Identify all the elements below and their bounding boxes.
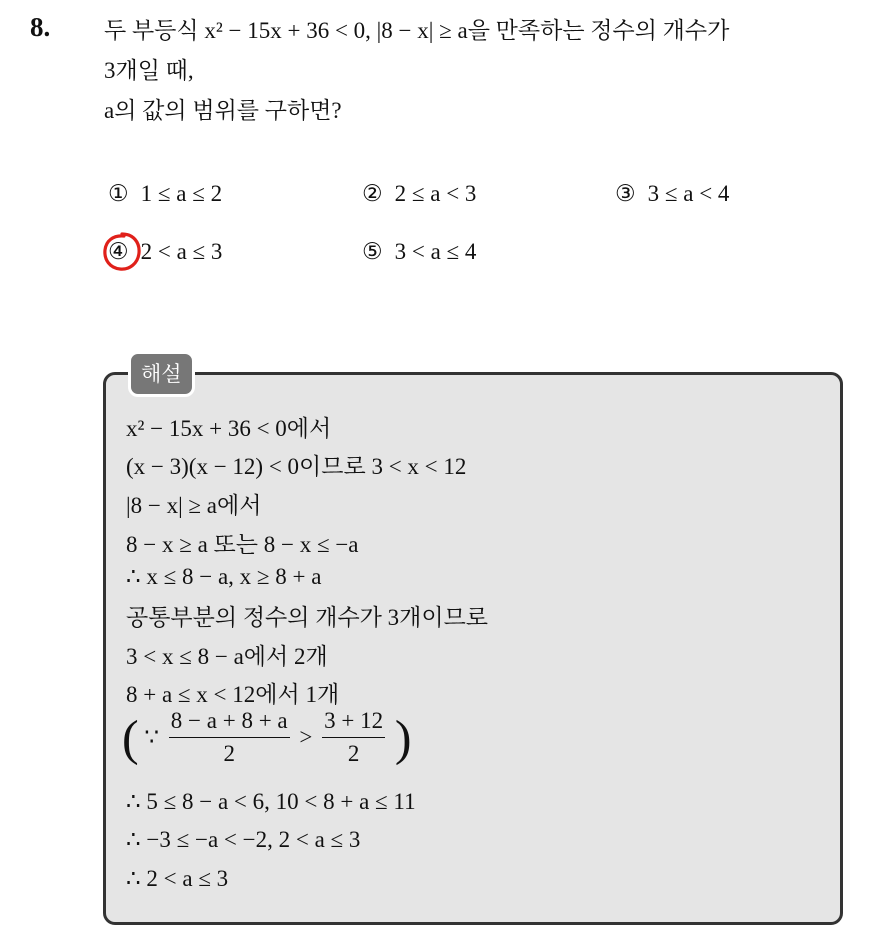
choice-1[interactable] <box>108 181 222 207</box>
choice-3-text: 3 ≤ a < 4 <box>647 181 730 206</box>
solution-line-5: ∴ x ≤ 8 − a, x ≥ 8 + a <box>126 564 322 589</box>
fraction-1-numerator: 8 − a + 8 + a <box>169 708 290 738</box>
open-paren: ( <box>122 709 139 766</box>
solution-line-4: 8 − x ≥ a 또는 8 − x ≤ −a <box>126 532 359 557</box>
fraction-2 <box>322 708 385 767</box>
choice-5[interactable] <box>362 239 476 265</box>
choice-3[interactable] <box>615 181 729 207</box>
question-line-2: 3개일 때, <box>104 58 194 83</box>
choice-4-text: 2 < a ≤ 3 <box>140 239 223 264</box>
solution-line-7: 3 < x ≤ 8 − a에서 2개 <box>126 644 328 669</box>
choice-2[interactable] <box>362 181 476 207</box>
fraction-1-denominator: 2 <box>223 741 235 766</box>
question-number: 8. <box>30 12 51 42</box>
solution-line-3: |8 − x| ≥ a에서 <box>126 493 262 518</box>
solution-final-1: ∴ 5 ≤ 8 − a < 6, 10 < 8 + a ≤ 11 <box>126 789 416 814</box>
solution-final-3: ∴ 2 < a ≤ 3 <box>126 866 229 891</box>
fraction-2-numerator: 3 + 12 <box>322 708 385 738</box>
choice-4-mark: ④ <box>108 239 129 264</box>
question-line-3: a의 값의 범위를 구하면? <box>104 98 342 123</box>
because-symbol: ∵ <box>144 724 160 750</box>
fraction-2-denominator: 2 <box>347 741 360 766</box>
choice-5-mark: ⑤ <box>362 239 383 264</box>
solution-tag: 해설 <box>128 351 195 397</box>
choice-1-mark: ① <box>108 181 129 206</box>
choice-2-text: 2 ≤ a < 3 <box>394 181 477 206</box>
solution-line-8: 8 + a ≤ x < 12에서 1개 <box>126 682 340 707</box>
question-line-1: 두 부등식 x² − 15x + 36 < 0, |8 − x| ≥ a을 만족하는 정수의 개수가 <box>104 18 730 43</box>
choice-3-mark: ③ <box>615 181 636 206</box>
greater-than-symbol: > <box>299 724 313 750</box>
answer-circle-icon <box>100 230 144 274</box>
choice-1-text: 1 ≤ a ≤ 2 <box>140 181 223 206</box>
fraction-1 <box>169 708 290 767</box>
solution-fraction-line <box>122 708 412 767</box>
choice-2-mark: ② <box>362 181 383 206</box>
solution-final-2: ∴ −3 ≤ −a < −2, 2 < a ≤ 3 <box>126 827 361 852</box>
choice-5-text: 3 < a ≤ 4 <box>394 239 477 264</box>
solution-line-2: (x − 3)(x − 12) < 0이므로 3 < x < 12 <box>126 454 467 479</box>
solution-line-6: 공통부분의 정수의 개수가 3개이므로 <box>126 605 489 630</box>
solution-line-1: x² − 15x + 36 < 0에서 <box>126 416 332 441</box>
close-paren: ) <box>394 709 412 766</box>
